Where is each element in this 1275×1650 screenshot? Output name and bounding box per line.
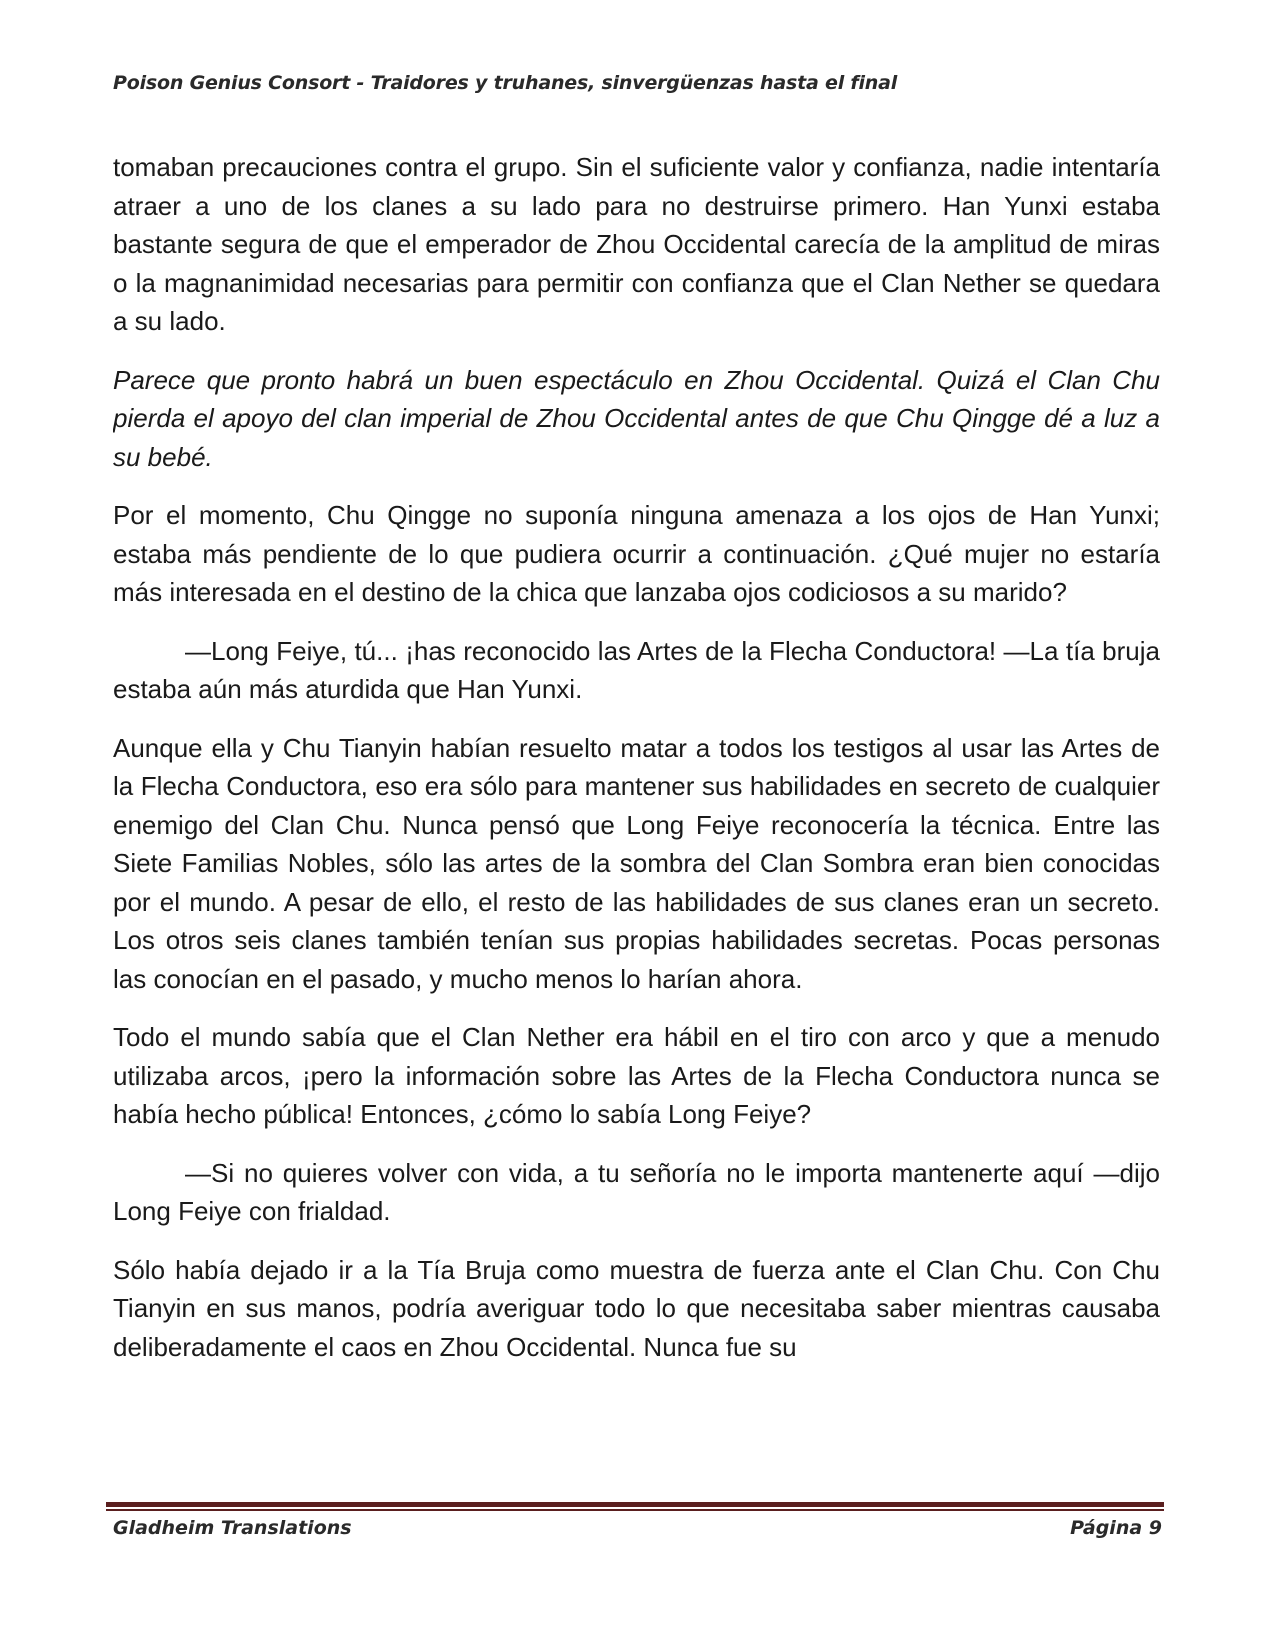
paragraph: tomaban precauciones contra el grupo. Sin el suficiente valor y confianza, nadie intentaría atraer a uno de los clanes a su lado para no destruirse primero. Han Yunxi estaba bastante segura de que el emperador de Zhou Occidental carecía de la amplitud de miras o la magnanimidad necesarias para permitir con confianza que el Clan Nether se quedara a su lado. — [113, 152, 1160, 336]
footer-divider-thick — [106, 1502, 1164, 1507]
dialogue-paragraph: —Si no quieres volver con vida, a tu señoría no le importa mantenerte aquí —dijo Long Feiye con frialdad. — [113, 1157, 1160, 1226]
paragraph: Todo el mundo sabía que el Clan Nether era hábil en el tiro con arco y que a menudo utilizaba arcos, ¡pero la información sobre las Artes de la Flecha Conductora nunca se había hecho pública! Entonces, ¿cómo lo sabía Long Feiye? — [113, 1022, 1160, 1129]
paragraph: Sólo había dejado ir a la Tía Bruja como muestra de fuerza ante el Clan Chu. Con Chu Tianyin en sus manos, podría averiguar todo lo que necesitaba saber mientras causaba deliberadamente el caos en Zhou Occidental. Nunca fue su — [113, 1254, 1160, 1362]
page-body — [113, 148, 1160, 1458]
paragraph: Aunque ella y Chu Tianyin habían resuelto matar a todos los testigos al usar las Artes de la Flecha Conductora, eso era sólo para mantener sus habilidades en secreto de cualquier enemigo del Clan Chu. Nunca pensó que Long Feiye reconocería la técnica. Entre las Siete Familias Nobles, sólo las artes de la sombra del Clan Sombra eran bien conocidas por el mundo. A pesar de ello, el resto de las habilidades de sus clanes eran un secreto. Los otros seis clanes también tenían sus propias habilidades secretas. Pocas personas las conocían en el pasado, y mucho menos lo harían ahora. — [113, 732, 1160, 994]
italic-thought-paragraph: Parece que pronto habrá un buen espectáculo en Zhou Occidental. Quizá el Clan Chu pierda el apoyo del clan imperial de Zhou Occidental antes de que Chu Qingge dé a luz a su bebé. — [113, 364, 1160, 472]
running-header-title: Poison Genius Consort - Traidores y truhanes, sinvergüenzas hasta el final — [113, 72, 898, 94]
footer-page-number: Página 9 — [1070, 1517, 1162, 1539]
paragraph: Por el momento, Chu Qingge no suponía ninguna amenaza a los ojos de Han Yunxi; estaba más pendiente de lo que pudiera ocurrir a continuación. ¿Qué mujer no estaría más interesada en el destino de la chica que lanzaba ojos codiciosos a su marido? — [113, 500, 1160, 607]
footer-divider-thin — [106, 1509, 1164, 1511]
footer-translator-credit: Gladheim Translations — [113, 1517, 352, 1539]
dialogue-paragraph: —Long Feiye, tú... ¡has reconocido las Artes de la Flecha Conductora! —La tía bruja estaba aún más aturdida que Han Yunxi. — [113, 635, 1160, 704]
